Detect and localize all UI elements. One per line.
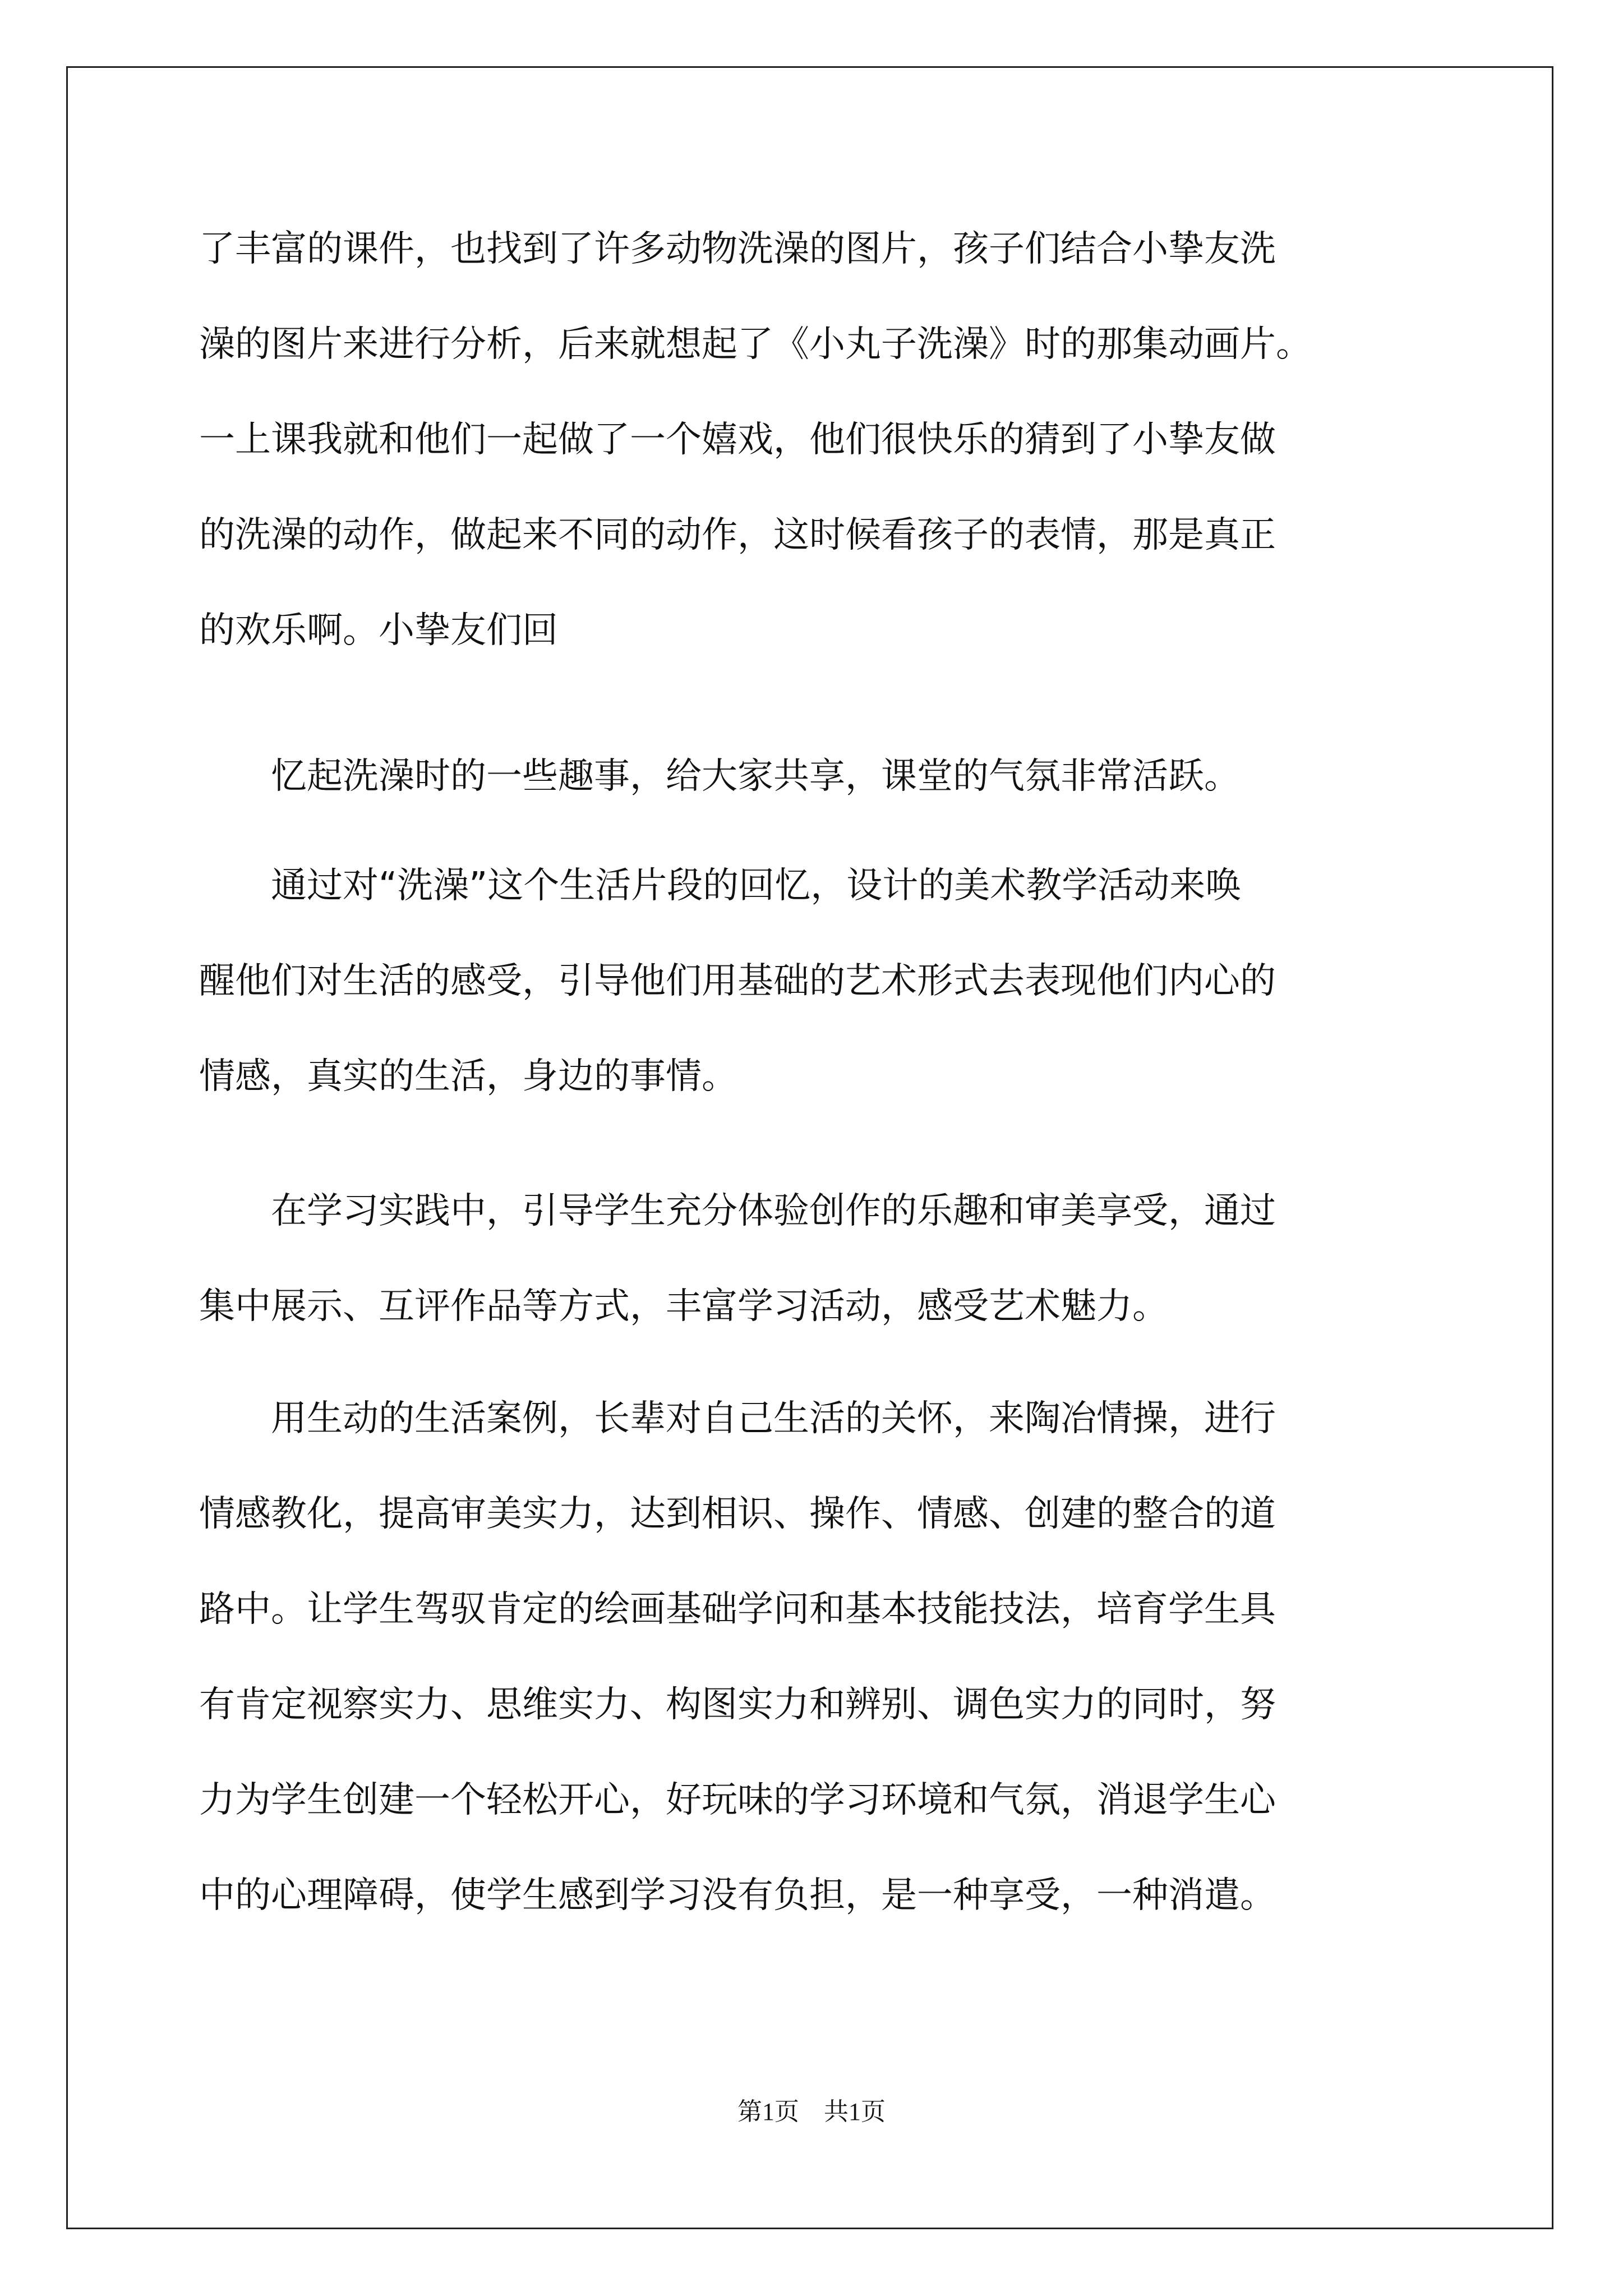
- text-line: 醒他们对生活的感受，引导他们用基础的艺术形式去表现他们内心的: [199, 960, 1276, 1002]
- text-line: 通过对“洗澡”这个生活片段的回忆，设计的美术教学活动来唤: [199, 865, 1242, 907]
- text-line: 路中。让学生驾驭肯定的绘画基础学问和基本技能技法，培育学生具: [199, 1589, 1276, 1630]
- text-line: 用生动的生活案例，长辈对自己生活的关怀，来陶冶情操，进行: [199, 1398, 1276, 1439]
- text-line: 的洗澡的动作，做起来不同的动作，这时候看孩子的表情，那是真正: [199, 514, 1276, 556]
- text-line: 有肯定视察实力、思维实力、构图实力和辨别、调色实力的同时，努: [199, 1684, 1276, 1726]
- text-line: 情感教化，提高审美实力，达到相识、操作、情感、创建的整合的道: [199, 1493, 1276, 1535]
- text-line: 澡的图片来进行分析，后来就想起了《小丸子洗澡》时的那集动画片。: [199, 324, 1312, 365]
- text-line: 忆起洗澡时的一些趣事，给大家共享，课堂的气氛非常活跃。: [199, 756, 1240, 797]
- text-line: 了丰富的课件，也找到了许多动物洗澡的图片，孩子们结合小挚友洗: [199, 228, 1276, 270]
- text-line: 集中展示、互评作品等方式，丰富学习活动，感受艺术魅力。: [199, 1286, 1168, 1327]
- text-line: 一上课我就和他们一起做了一个嬉戏，他们很快乐的猜到了小挚友做: [199, 419, 1276, 461]
- page-footer: 第1页 共1页: [737, 2098, 886, 2125]
- text-line: 中的心理障碍，使学生感到学习没有负担，是一种享受，一种消遣。: [199, 1875, 1276, 1916]
- text-line: 力为学生创建一个轻松开心，好玩味的学习环境和气氛，消退学生心: [199, 1779, 1276, 1821]
- text-line: 在学习实践中，引导学生充分体验创作的乐趣和审美享受，通过: [199, 1190, 1276, 1232]
- text-line: 的欢乐啊。小挚友们回: [199, 610, 558, 651]
- text-line: 情感，真实的生活，身边的事情。: [199, 1056, 737, 1097]
